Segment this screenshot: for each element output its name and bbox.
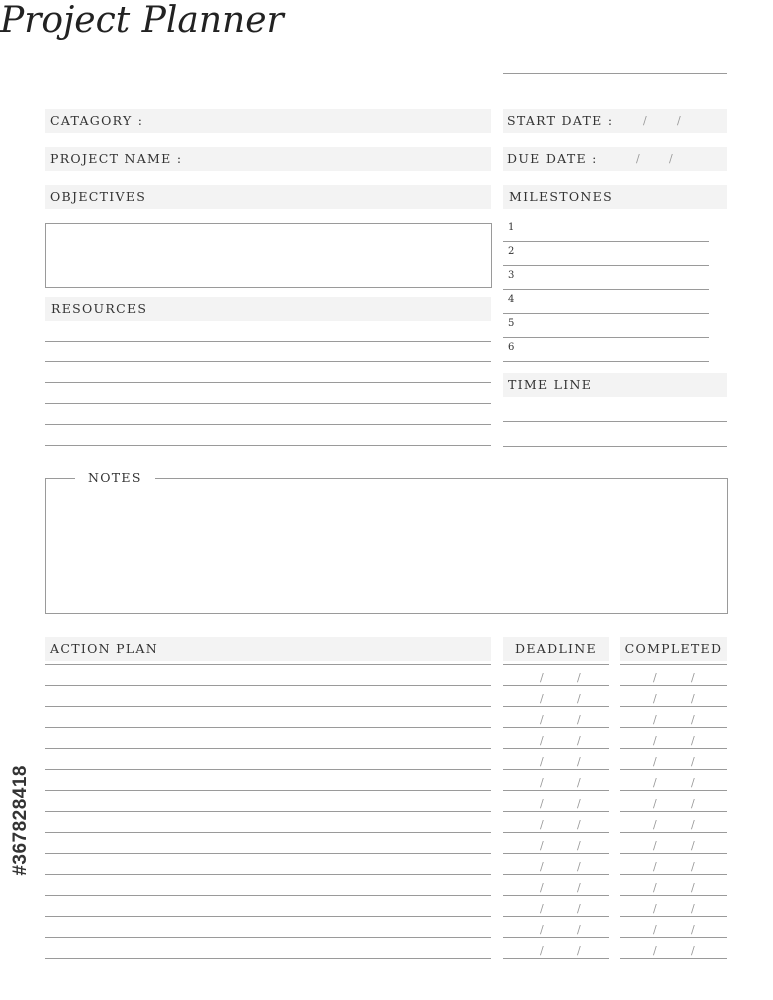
time-line-label: TIME LINE — [508, 377, 593, 392]
date-separator: / — [691, 902, 695, 915]
date-separator: / — [540, 902, 544, 915]
date-separator: / — [653, 776, 657, 789]
date-separator: / — [577, 923, 581, 936]
date-separator: / — [577, 797, 581, 810]
deadline-line[interactable] — [503, 769, 609, 770]
deadline-line[interactable] — [503, 685, 609, 686]
milestone-line[interactable] — [503, 289, 709, 290]
resource-line[interactable] — [45, 424, 491, 425]
date-separator: / — [577, 818, 581, 831]
date-separator: / — [540, 881, 544, 894]
date-separator: / — [691, 776, 695, 789]
deadline-line[interactable] — [503, 853, 609, 854]
due-date-label: DUE DATE : — [507, 151, 598, 166]
date-separator: / — [577, 755, 581, 768]
milestone-number: 5 — [508, 318, 515, 329]
completed-line[interactable] — [620, 811, 727, 812]
date-separator: / — [577, 713, 581, 726]
date-separator: / — [577, 881, 581, 894]
date-separator: / — [653, 881, 657, 894]
due-date-field[interactable] — [503, 147, 727, 171]
date-separator: / — [691, 839, 695, 852]
resources-header — [45, 297, 491, 321]
milestone-number: 1 — [508, 222, 515, 233]
date-separator: / — [577, 776, 581, 789]
date-separator: / — [577, 902, 581, 915]
action-plan-header — [45, 637, 491, 661]
date-separator: / — [653, 923, 657, 936]
date-separator: / — [653, 902, 657, 915]
date-separator: / — [643, 114, 647, 127]
deadline-line[interactable] — [503, 874, 609, 875]
time-line-header — [503, 373, 727, 397]
completed-line[interactable] — [620, 685, 727, 686]
page-title: Project Planner — [0, 0, 284, 41]
date-separator: / — [540, 839, 544, 852]
action-header-line — [45, 664, 491, 665]
action-plan-line[interactable] — [45, 727, 491, 728]
completed-line[interactable] — [620, 748, 727, 749]
start-date-field[interactable] — [503, 109, 727, 133]
date-separator: / — [577, 839, 581, 852]
date-separator: / — [577, 692, 581, 705]
deadline-line[interactable] — [503, 916, 609, 917]
action-plan-line[interactable] — [45, 958, 491, 959]
deadline-line[interactable] — [503, 958, 609, 959]
date-separator: / — [691, 692, 695, 705]
action-plan-line[interactable] — [45, 706, 491, 707]
date-separator: / — [540, 944, 544, 957]
date-separator: / — [691, 713, 695, 726]
deadline-label: DEADLINE — [515, 641, 597, 656]
milestone-number: 6 — [508, 342, 515, 353]
date-separator: / — [540, 818, 544, 831]
date-separator: / — [653, 755, 657, 768]
resource-line[interactable] — [45, 341, 491, 342]
deadline-line[interactable] — [503, 937, 609, 938]
completed-label: COMPLETED — [624, 641, 723, 656]
date-separator: / — [540, 776, 544, 789]
date-separator: / — [691, 923, 695, 936]
resource-line[interactable] — [45, 361, 491, 362]
action-plan-line[interactable] — [45, 832, 491, 833]
date-separator: / — [691, 755, 695, 768]
milestone-line[interactable] — [503, 241, 709, 242]
milestone-number: 2 — [508, 246, 515, 257]
completed-header-line — [620, 664, 727, 665]
date-separator: / — [653, 734, 657, 747]
date-separator: / — [577, 944, 581, 957]
completed-line[interactable] — [620, 706, 727, 707]
deadline-line[interactable] — [503, 706, 609, 707]
action-plan-line[interactable] — [45, 937, 491, 938]
deadline-line[interactable] — [503, 832, 609, 833]
start-date-label: START DATE : — [507, 113, 614, 128]
date-separator: / — [577, 860, 581, 873]
action-plan-line[interactable] — [45, 853, 491, 854]
action-plan-line[interactable] — [45, 790, 491, 791]
date-separator: / — [691, 818, 695, 831]
deadline-line[interactable] — [503, 811, 609, 812]
date-separator: / — [540, 797, 544, 810]
date-separator: / — [653, 860, 657, 873]
resources-label: RESOURCES — [51, 301, 148, 316]
objectives-label: OBJECTIVES — [50, 189, 147, 204]
date-separator: / — [540, 860, 544, 873]
date-separator: / — [653, 797, 657, 810]
category-field[interactable] — [45, 109, 491, 133]
date-separator: / — [636, 152, 640, 165]
date-separator: / — [653, 692, 657, 705]
action-plan-line[interactable] — [45, 685, 491, 686]
date-separator: / — [669, 152, 673, 165]
time-line-line[interactable] — [503, 446, 727, 447]
milestones-header — [503, 185, 727, 209]
date-separator: / — [540, 671, 544, 684]
action-plan-line[interactable] — [45, 811, 491, 812]
action-plan-line[interactable] — [45, 895, 491, 896]
completed-line[interactable] — [620, 916, 727, 917]
resource-line[interactable] — [45, 403, 491, 404]
date-separator: / — [653, 944, 657, 957]
completed-line[interactable] — [620, 958, 727, 959]
date-separator: / — [577, 671, 581, 684]
deadline-header-line — [503, 664, 609, 665]
completed-line[interactable] — [620, 895, 727, 896]
completed-line[interactable] — [620, 790, 727, 791]
date-separator: / — [691, 860, 695, 873]
project-name-field[interactable] — [45, 147, 491, 171]
deadline-header — [503, 637, 609, 661]
category-label: CATAGORY : — [50, 113, 144, 128]
action-plan-line[interactable] — [45, 748, 491, 749]
deadline-line[interactable] — [503, 790, 609, 791]
deadline-line[interactable] — [503, 748, 609, 749]
milestone-line[interactable] — [503, 337, 709, 338]
resource-line[interactable] — [45, 445, 491, 446]
action-plan-line[interactable] — [45, 769, 491, 770]
completed-line[interactable] — [620, 853, 727, 854]
completed-line[interactable] — [620, 832, 727, 833]
date-separator: / — [653, 671, 657, 684]
date-separator: / — [677, 114, 681, 127]
date-separator: / — [691, 671, 695, 684]
completed-header — [620, 637, 727, 661]
completed-line[interactable] — [620, 727, 727, 728]
milestone-line[interactable] — [503, 313, 709, 314]
date-separator: / — [653, 818, 657, 831]
objectives-box[interactable] — [45, 223, 492, 288]
date-separator: / — [540, 923, 544, 936]
notes-label: NOTES — [75, 466, 155, 490]
milestone-line[interactable] — [503, 361, 709, 362]
time-line-line[interactable] — [503, 421, 727, 422]
milestone-number: 3 — [508, 270, 515, 281]
date-separator: / — [540, 755, 544, 768]
date-separator: / — [577, 734, 581, 747]
date-separator: / — [540, 692, 544, 705]
milestone-line[interactable] — [503, 265, 709, 266]
notes-box[interactable] — [45, 478, 728, 614]
action-plan-line[interactable] — [45, 874, 491, 875]
completed-line[interactable] — [620, 769, 727, 770]
completed-line[interactable] — [620, 874, 727, 875]
date-separator: / — [653, 713, 657, 726]
deadline-line[interactable] — [503, 895, 609, 896]
milestone-number: 4 — [508, 294, 515, 305]
completed-line[interactable] — [620, 937, 727, 938]
milestones-label: MILESTONES — [509, 189, 613, 204]
date-separator: / — [691, 797, 695, 810]
date-separator: / — [691, 944, 695, 957]
resource-line[interactable] — [45, 382, 491, 383]
stock-id-watermark: #367828418 — [10, 765, 31, 876]
date-separator: / — [540, 734, 544, 747]
date-separator: / — [653, 839, 657, 852]
project-name-label: PROJECT NAME : — [50, 151, 183, 166]
date-separator: / — [691, 881, 695, 894]
action-plan-line[interactable] — [45, 916, 491, 917]
title-line — [503, 73, 727, 74]
date-separator: / — [691, 734, 695, 747]
date-separator: / — [540, 713, 544, 726]
objectives-header — [45, 185, 491, 209]
deadline-line[interactable] — [503, 727, 609, 728]
action-plan-label: ACTION PLAN — [50, 641, 159, 656]
